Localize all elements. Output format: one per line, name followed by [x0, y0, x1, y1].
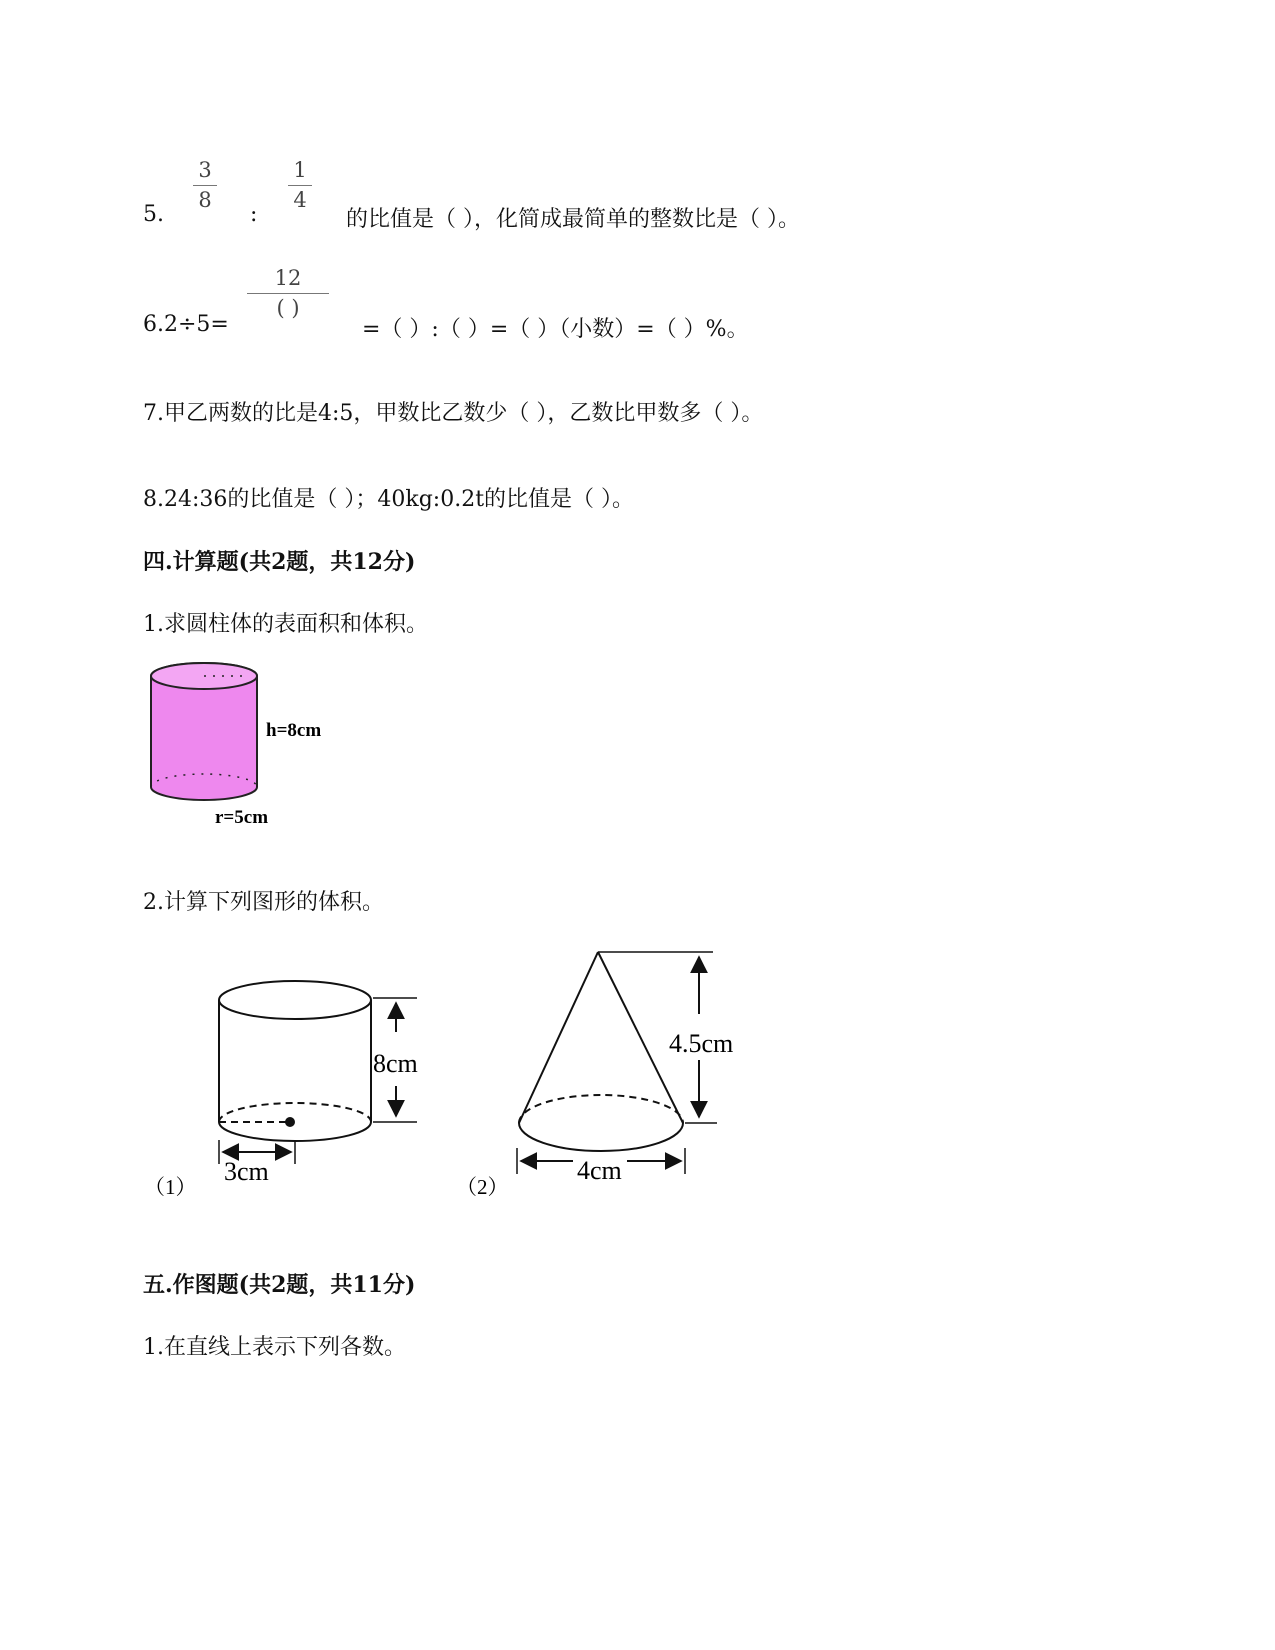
q5-colon: : — [250, 202, 258, 227]
cylinder-height-label: h=8cm — [266, 720, 322, 741]
q8-text: 8.24:36的比值是（ ）；40kg:0.2t的比值是（ ）。 — [143, 487, 635, 512]
q5-frac2-numerator: 1 — [293, 158, 307, 182]
section4-problem1-text: 1.求圆柱体的表面积和体积。 — [143, 612, 428, 637]
cone-outline — [519, 952, 683, 1151]
cylinder-radius-3cm: 3cm — [224, 1157, 269, 1186]
cylinder-radius-label: r=5cm — [215, 807, 269, 828]
q6-prefix: 6.2÷5= — [143, 312, 229, 337]
cylinder-outline — [219, 981, 371, 1141]
pink-cylinder-figure — [140, 655, 340, 835]
section4-problem2-text: 2.计算下列图形的体积。 — [143, 890, 384, 915]
q5-fraction-2 — [288, 160, 312, 211]
q6-frac-denominator: ( ) — [276, 296, 300, 320]
section5-heading: 五.作图题(共2题，共11分) — [143, 1272, 416, 1298]
cone-diameter-4cm: 4cm — [577, 1156, 622, 1185]
q6-fraction — [247, 268, 329, 319]
q6-frac-numerator: 12 — [274, 266, 302, 290]
q5-frac1-denominator: 8 — [198, 188, 212, 212]
figure-tag-2: （2） — [456, 1175, 509, 1199]
q5-frac1-numerator: 3 — [198, 158, 212, 182]
q6-text: =（ ）:（ ）=（ ）（小数）=（ ）%。 — [362, 317, 749, 342]
q5-frac2-denominator: 4 — [293, 188, 307, 212]
section5-problem1-text: 1.在直线上表示下列各数。 — [143, 1335, 406, 1360]
volume-figures — [140, 940, 760, 1210]
q5-number: 5. — [143, 202, 164, 227]
cone-height-4.5cm: 4.5cm — [669, 1029, 734, 1058]
figure-tag-1: （1） — [144, 1175, 197, 1199]
q7-text: 7.甲乙两数的比是4:5，甲数比乙数少（ ），乙数比甲数多（ ）。 — [143, 401, 764, 426]
section4-heading: 四.计算题(共2题，共12分) — [143, 549, 416, 575]
cylinder-height-8cm: 8cm — [373, 1049, 418, 1078]
q5-fraction-1 — [193, 160, 217, 211]
q5-text: 的比值是（ ），化简成最简单的整数比是（ ）。 — [346, 207, 800, 232]
